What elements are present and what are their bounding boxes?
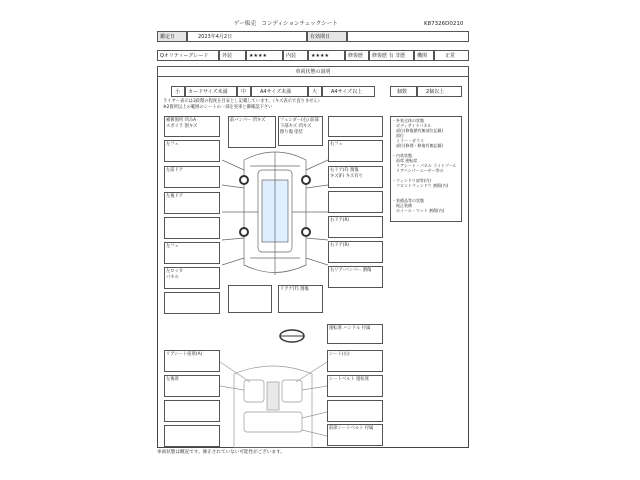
interior-left-box-1-text: リアシート座席(A): [166, 352, 203, 357]
expiry-date-value: [347, 31, 469, 42]
legend-small-text: カードサイズ未満: [185, 86, 237, 97]
right-box-blank: [328, 191, 383, 213]
steering-wheel-icon: [278, 328, 306, 344]
pointer-line: [220, 362, 250, 382]
pointer-line: [302, 430, 327, 436]
sheet-title: ゲー販売 コンディションチェックシート: [234, 21, 338, 27]
rear-left-wheel-icon: [240, 228, 248, 236]
left-box-1: [164, 140, 220, 162]
exterior-rating: ★★★★: [246, 50, 283, 61]
exterior-label: 外装: [219, 50, 246, 61]
right-box-6: [328, 266, 383, 288]
comment-line: 部位(修理・修復有無記載): [392, 143, 444, 148]
appraisal-date-value: 2023年4月2日: [187, 31, 307, 42]
left-box-5-text: 左ロッカ パネル: [166, 269, 184, 280]
right-box-3: [328, 216, 383, 238]
comment-line: ミラー・ガラス: [392, 138, 424, 143]
front-left-box: [164, 116, 220, 137]
appraisal-date-label: 鑑定日: [157, 31, 187, 42]
front-seat-left: [244, 380, 264, 402]
interior-left-box-2-text: 左後席: [166, 377, 179, 382]
right-box-1: [328, 140, 383, 162]
interior-right-box-1-text: 運転席 ハンドル 付属: [329, 326, 371, 331]
pointer-line: [302, 386, 327, 390]
pointer-line: [222, 160, 244, 170]
left-box-blank: [164, 217, 220, 239]
left-box-3-text: 左後ドア: [166, 194, 184, 199]
interior-right-box-4-text: 前席シートベルト 付属: [329, 426, 374, 431]
right-box-2: [328, 166, 383, 188]
engine-label: 機関: [414, 50, 434, 61]
right-box-2-text: 右ドア(F) 割傷 キズ(F) キズ有り: [330, 168, 363, 179]
right-box-4: [328, 241, 383, 263]
interior-right-box-3-text: シートベルト 運転席: [329, 377, 370, 382]
interior-left-box-1: [164, 350, 220, 372]
comment-line: ボディサイドパネル: [392, 123, 432, 128]
front-left-wheel-icon: [240, 176, 248, 184]
comment-line: ・内装状態: [392, 153, 412, 158]
front-mid-box-text: 前バンパー 凹キズ: [230, 118, 266, 123]
legend-medium-mark: 中: [237, 86, 251, 97]
car-top-view-diagram: [222, 140, 328, 285]
left-box-bottom: [164, 292, 220, 314]
rear-mid-box: [278, 285, 323, 313]
pointer-line: [220, 386, 244, 390]
interior-right-box-2: [327, 350, 383, 372]
interior-left-box-2: [164, 375, 220, 397]
left-box-4-text: 左フェ: [166, 244, 179, 249]
pointer-line: [306, 238, 328, 240]
legend-large-text: A4サイズ以上: [322, 86, 375, 97]
interior-right-box-1: [327, 324, 383, 344]
legend-large-mark: 大: [308, 86, 322, 97]
pointer-line: [302, 412, 327, 418]
comment-line: 純正装備: [392, 203, 412, 208]
right-box-1-text: 右フェ: [330, 142, 343, 147]
comment-line: リアバンパーユーザー等の: [392, 168, 444, 173]
rear-left-box: [228, 285, 272, 313]
comment-line: 部位: [392, 133, 404, 138]
interior-right-box-2-text: シート(右): [329, 352, 350, 357]
note-line-2: ※2箇所以上の範囲のシートの一部を実車と御確認下さい: [163, 105, 273, 110]
right-box-6-text: 右リア-バンパー 割傷: [330, 268, 372, 273]
front-right-wheel-icon: [302, 176, 310, 184]
left-box-4: [164, 242, 220, 264]
left-box-3: [164, 192, 220, 214]
pointer-line: [306, 160, 328, 170]
comments-box: [390, 116, 462, 222]
comment-line: 前席 運転席: [392, 158, 418, 163]
legend-small-mark: 小: [171, 86, 185, 97]
left-box-2: [164, 166, 220, 188]
repair-history-label: 修復歴: [345, 50, 369, 61]
right-box-4-text: 右ドア(R): [330, 243, 350, 248]
comment-line: フロントウィンドウ 割傷(内): [392, 183, 449, 188]
console: [267, 382, 279, 410]
interior-left-box-4: [164, 425, 220, 447]
section-title: 車両状態の説明: [157, 66, 469, 77]
legend-count-value: 2個以上: [417, 86, 462, 97]
left-box-1-text: 左フェ: [166, 142, 179, 147]
comment-line: リアシート・パネル ライトプール: [392, 163, 457, 168]
comment-line: ホイール・マット 割傷(内): [392, 208, 445, 213]
left-box-2-text: 左前ドア: [166, 168, 184, 173]
front-right-box-text: フェンダー(右) 前部 下部キズ 凹キズ 擦り傷 塗装: [280, 118, 319, 135]
front-seat-right: [282, 380, 302, 402]
rear-mid-box-text: リアゲ(T) 割傷: [280, 287, 309, 292]
interior-right-box-blank: [327, 400, 383, 422]
pointer-line: [222, 185, 244, 188]
repair-history-value: 修復歴 有 非歴: [369, 50, 414, 61]
comment-line: ・装備品等の状態: [392, 198, 424, 203]
note-line-1: ライヤー表示は3段階の程度を目安とし記載しています。（キズ表示で直りません）: [163, 99, 323, 104]
expiry-date-label: 有効期日: [307, 31, 347, 42]
engine-value: 正常: [434, 50, 469, 61]
comment-line: ・外装全体の状態: [392, 118, 424, 123]
top-right-corner-box: [328, 116, 383, 137]
pointer-line: [222, 238, 244, 240]
legend-medium-text: A4サイズ未満: [251, 86, 308, 97]
interior-left-box-3: [164, 400, 220, 422]
quality-grade-label: Qオリティーグレード: [157, 50, 219, 61]
pointer-line: [306, 185, 328, 188]
interior-label: 内装: [283, 50, 308, 61]
pointer-line: [222, 258, 244, 265]
interior-right-box-3: [327, 375, 383, 397]
left-box-5: [164, 267, 220, 289]
comment-line: ・ウィンドウ部等(内): [392, 178, 431, 183]
legend-count-label: 個数: [390, 86, 417, 97]
interior-rating: ★★★★: [308, 50, 345, 61]
right-box-3-text: 右ドア(R): [330, 218, 350, 223]
footer-note: 車両状態は概況です。修正されていない可能性がございます。: [157, 450, 285, 455]
comment-line: 部位(修復歴有無部位記載): [392, 128, 444, 133]
rear-seat: [244, 412, 302, 432]
rear-right-wheel-icon: [302, 228, 310, 236]
car-interior-diagram: [220, 360, 327, 448]
pointer-line: [296, 362, 327, 382]
doc-number: K87326D0210: [424, 21, 464, 27]
interior-right-box-4: [327, 424, 383, 446]
front-left-box-text: 補修箇所 凹みA スポイラ 割キズ: [166, 118, 198, 129]
pointer-line: [306, 258, 328, 265]
